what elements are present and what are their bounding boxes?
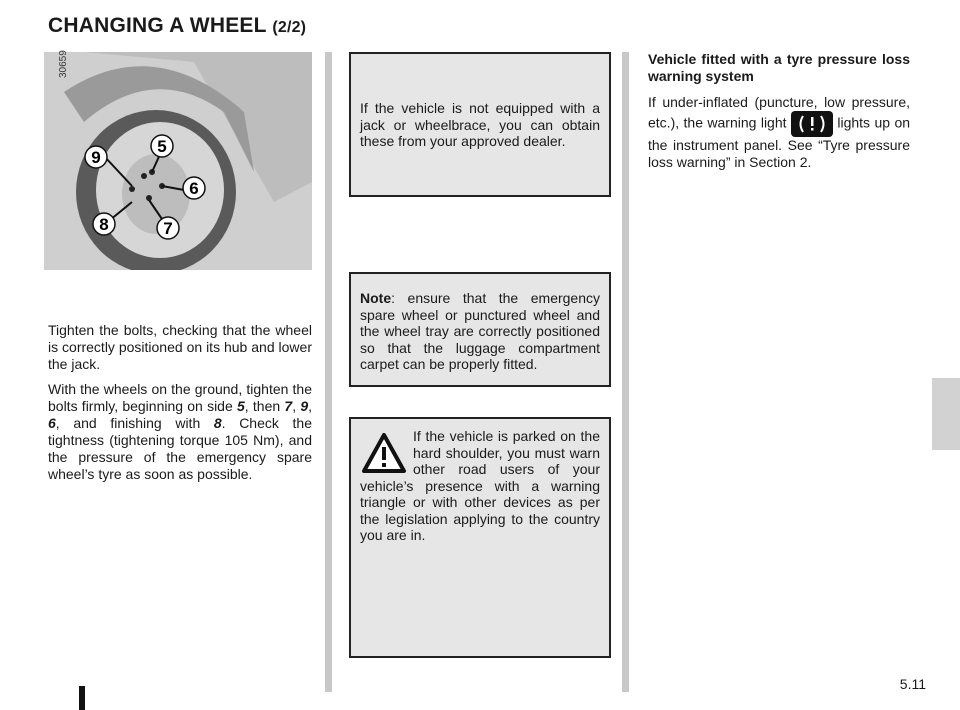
- bolt-9: 9: [300, 398, 309, 414]
- note-label: Note: [360, 290, 392, 306]
- footer-mark: [79, 686, 85, 710]
- wheel-illustration: [44, 52, 312, 270]
- tyre-pressure-warning-light-icon: [791, 111, 833, 137]
- tyre-pressure-section: [648, 51, 910, 171]
- paragraph-start: If under-inflated (puncture, low pressure, etc.), the warning light: [648, 94, 910, 131]
- paragraph-ground: [48, 381, 312, 483]
- text-segment: ,: [292, 398, 301, 414]
- jack-info-box: [349, 52, 611, 197]
- marker-label-7: 7: [163, 219, 173, 238]
- paragraph-end: lights up on the instrument panel. See “Tyre pressure loss warning” in Section 2.: [648, 114, 911, 170]
- note-body: : ensure that the emergency spare wheel or punctured wheel and the wheel tray are correctly positioned so that the luggage compartment carpet can be properly fitted.: [360, 290, 600, 372]
- marker-label-5: 5: [157, 137, 167, 156]
- text-segment: ,: [308, 398, 312, 414]
- column-divider-left: [325, 52, 332, 692]
- bolt-8: 8: [213, 415, 222, 431]
- marker-label-6: 6: [189, 179, 199, 198]
- bolt-6: 6: [48, 415, 56, 431]
- page-title: [48, 14, 306, 38]
- hazard-warning-text: If the vehicle is parked on the hard shoulder, you must warn other road users of your vehicle’s presence with a warning triangle or with other devices as per the legislation applying to the country you are in.: [360, 428, 600, 543]
- text-segment: With the wheels on the ground, tighten the bolts firmly, beginning on side: [48, 381, 312, 414]
- tyre-pressure-paragraph: [648, 94, 910, 171]
- bolt-5: 5: [236, 398, 245, 414]
- note-box: [349, 272, 611, 387]
- text-segment: . Check the tightness (tightening torque 105 Nm), and the pressure of the emergency spare wheel’s tyre as soon as possible.: [48, 415, 312, 482]
- text-segment: , and finishing with: [55, 415, 214, 431]
- jack-info-text: If the vehicle is not equipped with a jack or wheelbrace, you can obtain these from your approved dealer.: [360, 100, 600, 149]
- column-divider-right: [622, 52, 629, 692]
- note-text: [351, 290, 609, 373]
- title-text: CHANGING A WHEEL: [48, 14, 267, 37]
- warning-triangle-icon: [361, 432, 407, 474]
- page-number: 5.11: [899, 676, 926, 692]
- hazard-warning-box: [349, 417, 611, 658]
- section-tab: [932, 378, 960, 450]
- title-subtitle: (2/2): [272, 19, 307, 36]
- wheel-drawing: [44, 52, 312, 270]
- section-heading: Vehicle fitted with a tyre pressure loss warning system: [648, 51, 910, 84]
- marker-label-9: 9: [91, 148, 101, 167]
- bolt-7: 7: [284, 398, 293, 414]
- marker-label-8: 8: [99, 215, 109, 234]
- text-segment: , then: [244, 398, 285, 414]
- photo-reference-code: 30659: [58, 50, 69, 78]
- paragraph-tighten: Tighten the bolts, checking that the wheel is correctly positioned on its hub and lower the jack.: [48, 322, 312, 372]
